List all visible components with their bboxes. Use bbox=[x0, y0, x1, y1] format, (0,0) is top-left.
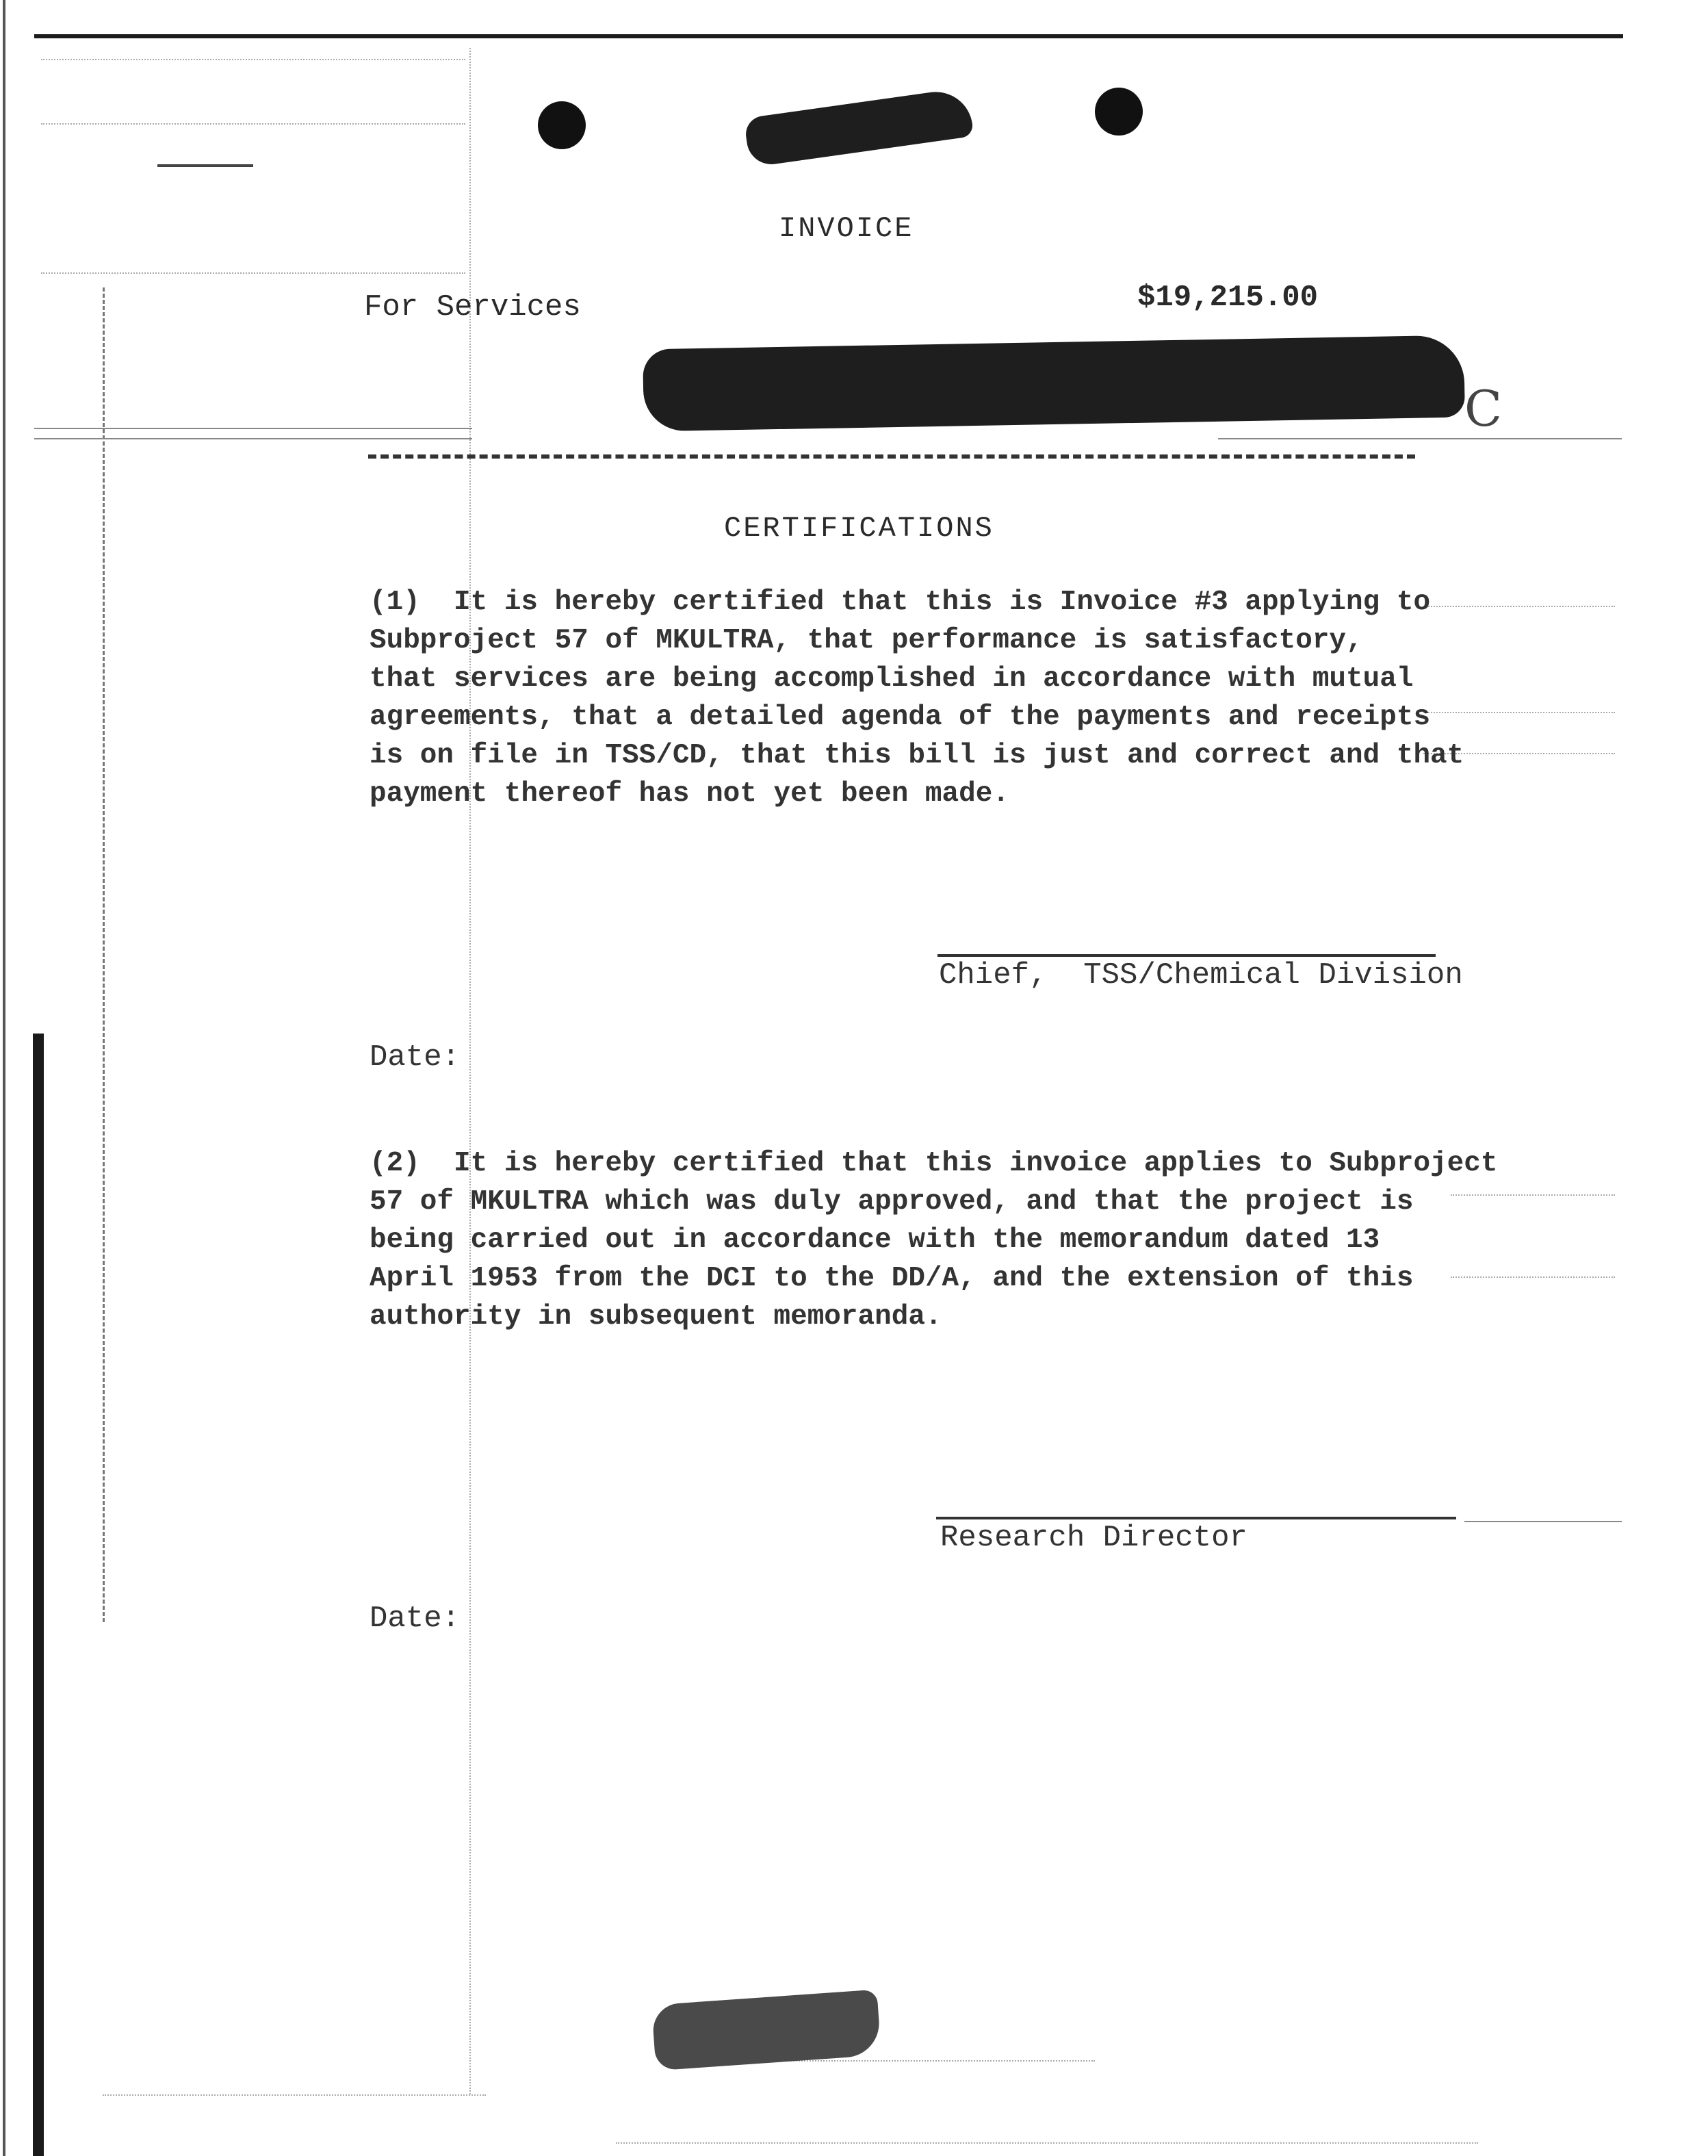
cert-2-line: being carried out in accordance with the memorandum dated 13 bbox=[370, 1224, 1380, 1256]
top-border-line bbox=[34, 34, 1623, 38]
certification-1-text bbox=[370, 583, 1464, 813]
scan-noise-line bbox=[34, 428, 472, 429]
invoice-title: INVOICE bbox=[779, 212, 914, 245]
cert-1-line: (1) It is hereby certified that this is Invoice #3 applying to bbox=[370, 587, 1431, 618]
section-divider bbox=[368, 454, 1415, 459]
scan-noise-line bbox=[1218, 438, 1622, 439]
perforation-line bbox=[103, 287, 105, 1622]
signature-line-2 bbox=[936, 1517, 1456, 1519]
cert-2-line: 57 of MKULTRA which was duly approved, and that the project is bbox=[370, 1186, 1414, 1218]
scan-shadow-bar bbox=[33, 1034, 44, 2156]
signature-title-1: Chief, TSS/Chemical Division bbox=[939, 958, 1463, 992]
signature-title-2: Research Director bbox=[940, 1521, 1247, 1555]
date-label-1: Date: bbox=[370, 1040, 461, 1075]
handwritten-mark: C bbox=[1464, 380, 1503, 437]
punch-hole bbox=[1095, 88, 1143, 136]
cert-2-line: authority in subsequent memoranda. bbox=[370, 1301, 942, 1333]
scan-noise-line bbox=[41, 59, 465, 60]
line-item-label: For Services bbox=[364, 290, 581, 324]
fold-line bbox=[469, 48, 471, 2094]
scan-noise-line bbox=[103, 2094, 486, 2096]
cert-1-line: that services are being accomplished in accordance with mutual bbox=[370, 663, 1414, 695]
scan-noise-line bbox=[41, 272, 465, 274]
redaction-mark bbox=[744, 87, 974, 167]
scan-noise-line bbox=[616, 2142, 1478, 2144]
scan-noise-line bbox=[34, 438, 472, 439]
scan-mark bbox=[157, 164, 253, 167]
cert-1-line: agreements, that a detailed agenda of the payments and receipts bbox=[370, 702, 1431, 733]
certification-2-text bbox=[370, 1144, 1497, 1336]
scan-edge bbox=[3, 0, 5, 2156]
cert-1-line: is on file in TSS/CD, that this bill is just and correct and that bbox=[370, 740, 1464, 771]
cert-1-line: payment thereof has not yet been made. bbox=[370, 778, 1009, 810]
date-label-2: Date: bbox=[370, 1602, 461, 1636]
line-item-amount: $19,215.00 bbox=[1137, 281, 1319, 315]
cert-1-line: Subproject 57 of MKULTRA, that performance is satisfactory, bbox=[370, 625, 1363, 656]
cert-2-line: April 1953 from the DCI to the DD/A, and the extension of this bbox=[370, 1263, 1414, 1294]
redaction-stamp bbox=[651, 1990, 881, 2071]
scan-noise-line bbox=[1464, 1521, 1622, 1522]
certifications-heading: CERTIFICATIONS bbox=[724, 512, 994, 545]
signature-line-1 bbox=[937, 954, 1436, 957]
scan-noise-line bbox=[41, 123, 465, 125]
cert-2-line: (2) It is hereby certified that this invoice applies to Subproject bbox=[370, 1148, 1498, 1179]
redaction-block bbox=[643, 335, 1465, 432]
punch-hole bbox=[538, 101, 586, 149]
